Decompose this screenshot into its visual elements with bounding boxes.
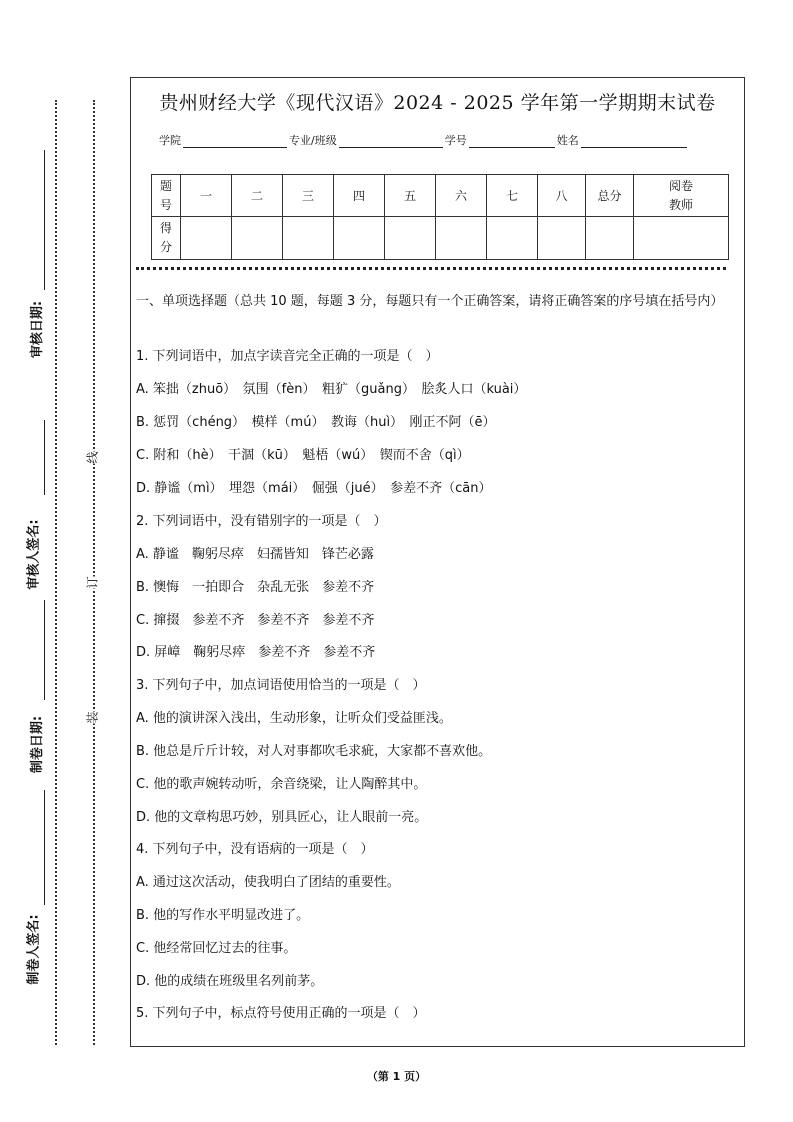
- score-col-1: 一: [181, 175, 232, 217]
- score-cell-7[interactable]: [487, 217, 538, 260]
- student-info-line: [159, 132, 689, 148]
- make-date-label: 制卷日期:: [26, 714, 45, 775]
- score-cell-total[interactable]: [586, 217, 634, 260]
- score-col-total: 总分: [586, 175, 634, 217]
- binding-strip: [0, 0, 125, 1122]
- major-label: 专业/班级: [289, 134, 337, 147]
- question-2-option-d: D. 屏嶂 鞠躬尽瘁 参差不齐 参差不齐: [136, 645, 376, 660]
- major-field[interactable]: [339, 135, 443, 148]
- binding-word-line: 线: [82, 451, 103, 463]
- score-cell-1[interactable]: [181, 217, 232, 260]
- exam-frame: [130, 77, 745, 1047]
- name-label: 姓名: [556, 134, 579, 147]
- score-cell-2[interactable]: [232, 217, 283, 260]
- score-col-grader: 阅卷 教师: [634, 175, 729, 217]
- question-3-option-a: A. 他的演讲深入浅出，生动形象，让听众们受益匪浅。: [136, 711, 452, 726]
- score-cell-6[interactable]: [436, 217, 487, 260]
- score-col-8: 八: [538, 175, 586, 217]
- question-4-option-c: C. 他经常回忆过去的往事。: [136, 941, 297, 956]
- section-divider: [136, 267, 726, 270]
- name-field[interactable]: [581, 135, 687, 148]
- score-col-5: 五: [385, 175, 436, 217]
- student-id-field[interactable]: [469, 135, 555, 148]
- college-label: 学院: [159, 134, 181, 147]
- question-3-option-b: B. 他总是斤斤计较，对人对事都吹毛求疵，大家都不喜欢他。: [136, 744, 492, 759]
- binding-word-ding: 订: [82, 576, 103, 588]
- exam-title: 贵州财经大学《现代汉语》2024 - 2025 学年第一学期期末试卷: [159, 92, 716, 114]
- audit-date-blank[interactable]: [44, 150, 45, 290]
- score-table-head-number: 题 号: [152, 175, 181, 217]
- score-cell-8[interactable]: [538, 217, 586, 260]
- score-table-head-score: 得 分: [152, 217, 181, 260]
- question-4-option-a: A. 通过这次活动，使我明白了团结的重要性。: [136, 875, 400, 890]
- make-sign-blank[interactable]: [44, 790, 45, 905]
- question-2-option-c: C. 撺掇 参差不齐 参差不齐 参差不齐: [136, 613, 375, 628]
- question-1-option-b: B. 惩罚（chéng） 模样（mú） 教诲（huì） 刚正不阿（ē）: [136, 415, 496, 430]
- question-1-option-d: D. 静谧（mì） 埋怨（mái） 倔强（jué） 参差不齐（cān）: [136, 481, 492, 496]
- page-number: （第 1 页）: [366, 1070, 427, 1083]
- question-4-option-d: D. 他的成绩在班级里名列前茅。: [136, 974, 324, 989]
- binding-dotted-line-inner: [93, 100, 95, 1045]
- score-col-6: 六: [436, 175, 487, 217]
- score-cell-3[interactable]: [283, 217, 334, 260]
- question-3-option-d: D. 他的文章构思巧妙，别具匠心，让人眼前一亮。: [136, 810, 428, 825]
- student-id-label: 学号: [444, 134, 467, 147]
- score-cell-4[interactable]: [334, 217, 385, 260]
- score-cell-5[interactable]: [385, 217, 436, 260]
- audit-sign-blank[interactable]: [44, 420, 45, 495]
- make-date-blank[interactable]: [44, 600, 45, 700]
- question-2-option-a: A. 静谧 鞠躬尽瘁 妇孺皆知 锋芒必露: [136, 547, 374, 562]
- binding-word-zhuang: 装: [82, 711, 103, 723]
- audit-sign-label: 审核人签名:: [23, 517, 42, 591]
- question-4-option-b: B. 他的写作水平明显改进了。: [136, 908, 310, 923]
- section1-intro: 一、单项选择题（总共 10 题，每题 3 分，每题只有一个正确答案，请将正确答案的序号填在括号内）: [136, 294, 724, 309]
- score-col-7: 七: [487, 175, 538, 217]
- question-4-stem: 4. 下列句子中，没有语病的一项是（ ）: [136, 842, 374, 857]
- question-3-option-c: C. 他的歌声婉转动听，余音绕梁，让人陶醉其中。: [136, 777, 427, 792]
- score-col-2: 二: [232, 175, 283, 217]
- question-1-option-a: A. 笨拙（zhuō） 氛围（fèn） 粗犷（guǎng） 脍炙人口（kuài）: [136, 382, 527, 397]
- question-2-option-b: B. 懊悔 一拍即合 杂乱无张 参差不齐: [136, 580, 375, 595]
- score-col-4: 四: [334, 175, 385, 217]
- binding-dotted-line-outer: [55, 100, 57, 1045]
- score-cell-grader[interactable]: [634, 217, 729, 260]
- make-sign-label: 制卷人签名:: [23, 912, 42, 986]
- question-5-stem: 5. 下列句子中，标点符号使用正确的一项是（ ）: [136, 1006, 426, 1021]
- score-table: [151, 174, 729, 260]
- question-1-stem: 1. 下列词语中，加点字读音完全正确的一项是（ ）: [136, 349, 439, 364]
- score-col-3: 三: [283, 175, 334, 217]
- audit-date-label: 审核日期:: [26, 299, 45, 360]
- question-3-stem: 3. 下列句子中，加点词语使用恰当的一项是（ ）: [136, 678, 426, 693]
- question-1-option-c: C. 附和（hè） 干涸（kū） 魁梧（wú） 锲而不舍（qì）: [136, 448, 470, 463]
- college-field[interactable]: [183, 135, 287, 148]
- question-2-stem: 2. 下列词语中，没有错别字的一项是（ ）: [136, 514, 387, 529]
